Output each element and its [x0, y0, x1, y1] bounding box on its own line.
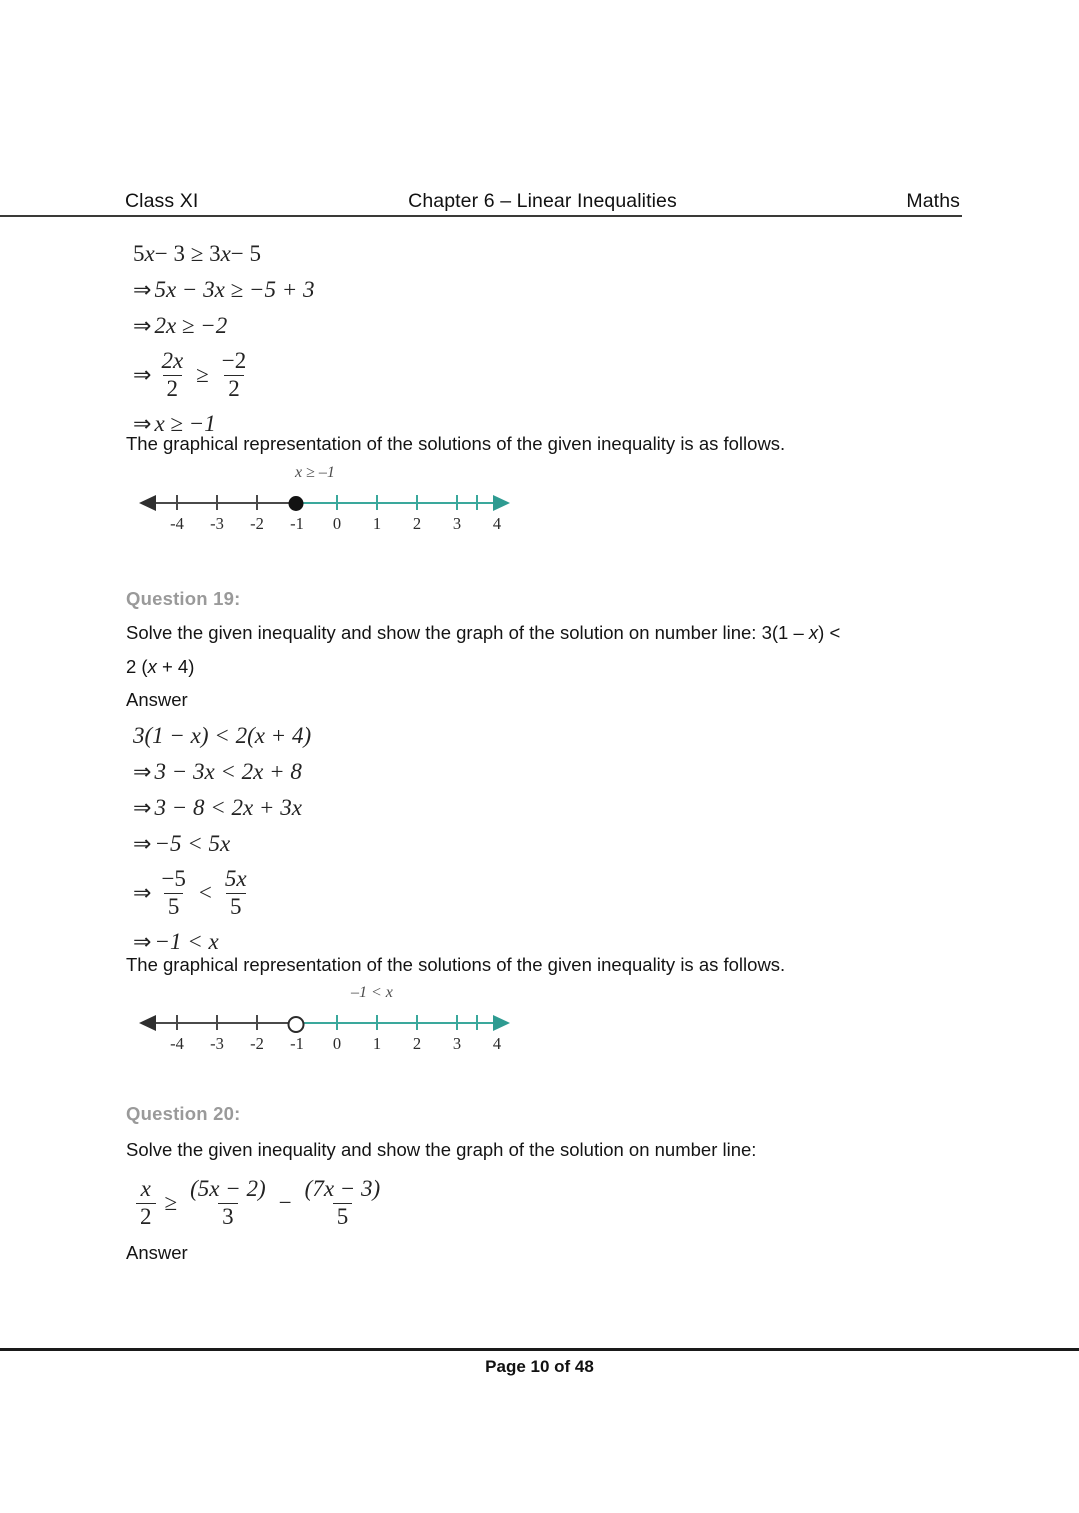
implies-icon: ⇒: [133, 411, 152, 436]
math-line-fraction: ⇒ $\frac{2x}{2}$ ≥ $\frac{-2}{2}$: [133, 344, 315, 406]
number-line-caption: x ≥ –1: [295, 464, 335, 481]
tick: [376, 495, 378, 510]
math-line: ⇒ 3 − 8 < 2x + 3x: [133, 795, 302, 820]
math-line-fraction: $\frac{x}{2}$ ≥ $\frac{(5x - 2)}{3}$ − $\frac{(7x - 3)}{5}$: [133, 1172, 387, 1234]
tick-label: -2: [250, 514, 264, 533]
implies-icon: ⇒: [133, 277, 152, 302]
page-header: [125, 190, 960, 213]
question-19-answer-label: Answer: [126, 689, 188, 710]
implies-icon: ⇒: [133, 313, 152, 338]
arrow-left-icon: [139, 495, 156, 511]
tick: [256, 1015, 258, 1030]
fraction: $\frac{2x}{2}$: [161, 348, 184, 401]
math-line: ⇒ 3 − 3x < 2x + 8: [133, 759, 302, 784]
implies-icon: ⇒: [133, 831, 152, 856]
tick: [216, 495, 218, 510]
number-line-18: [133, 462, 525, 540]
math-line: ⇒ 2x ≥ −2: [133, 313, 228, 338]
tick-label: -1: [290, 1034, 304, 1053]
tick-label: -3: [210, 514, 224, 533]
arrow-right-icon: [493, 1015, 510, 1031]
implies-icon: ⇒: [133, 795, 152, 820]
tick-label: -4: [170, 1034, 184, 1053]
tick: [336, 495, 338, 510]
math-line: ⇒ −1 < x: [133, 929, 219, 954]
question-19-prompt-line2: 2 (x + 4): [126, 656, 195, 677]
question-19-prompt-line1: Solve the given inequality and show the graph of the solution on number line: 3(1 – x) <: [126, 622, 841, 643]
implies-icon: ⇒: [133, 929, 152, 954]
axis-unshaded: [153, 1022, 298, 1024]
tick-label: 1: [372, 1034, 382, 1053]
axis-shaded: [296, 1022, 501, 1024]
math-line: ⇒ −5 < 5x: [133, 831, 231, 856]
math-block-18: [133, 236, 315, 442]
arrow-right-icon: [493, 495, 510, 511]
tick: [256, 495, 258, 510]
tick: [336, 1015, 338, 1030]
fraction: $\frac{(7x - 3)}{5}$: [304, 1176, 381, 1229]
tick-label: -4: [170, 514, 184, 533]
tick-label: 2: [412, 514, 422, 533]
question-20-label: Question 20:: [126, 1103, 241, 1124]
tick: [456, 1015, 458, 1030]
question-20-prompt: Solve the given inequality and show the graph of the solution on number line:: [126, 1139, 757, 1160]
math-block-20: [133, 1172, 387, 1234]
number-line-19: [133, 982, 525, 1060]
tick: [416, 1015, 418, 1030]
tick-label: 1: [372, 514, 382, 533]
header-class: Class XI: [125, 190, 199, 212]
tick: [456, 495, 458, 510]
question-19-label: Question 19:: [126, 588, 241, 609]
implies-icon: ⇒: [133, 759, 152, 784]
fraction: $\frac{-5}{5}$: [161, 866, 186, 919]
tick-label: -2: [250, 1034, 264, 1053]
implies-icon: ⇒: [133, 362, 152, 387]
header-chapter: Chapter 6 – Linear Inequalities: [408, 190, 677, 212]
fraction: $\frac{(5x - 2)}{3}$: [190, 1176, 266, 1229]
number-line-caption: –1 < x: [351, 984, 393, 1001]
fraction: $\frac{-2}{2}$: [221, 348, 247, 401]
math-line: 3(1 − x) < 2(x + 4): [133, 723, 312, 748]
page-number: Page 10 of 48: [485, 1357, 594, 1376]
arrow-left-icon: [139, 1015, 156, 1031]
tick-label: 3: [452, 514, 462, 533]
header-subject: Maths: [906, 190, 960, 212]
math-line: ⇒ x ≥ −1: [133, 411, 216, 436]
tick: [216, 1015, 218, 1030]
tick: [376, 1015, 378, 1030]
tick-label: 4: [492, 514, 502, 533]
math-line: ⇒ 5x − 3x ≥ −5 + 3: [133, 277, 315, 302]
math-block-19: [133, 718, 311, 960]
math-line: 5 x − 3 ≥ 3 x − 5: [133, 241, 262, 266]
axis-shaded: [296, 502, 501, 504]
solution-point-open: [288, 1016, 305, 1033]
question-20-answer-label: Answer: [126, 1242, 188, 1263]
tick: [176, 1015, 178, 1030]
tick: [476, 495, 478, 510]
tick-label: 2: [412, 1034, 422, 1053]
fraction: $\frac{5x}{5}$: [224, 866, 247, 919]
tick-label: 0: [332, 514, 342, 533]
tick: [176, 495, 178, 510]
graph-note-19: The graphical representation of the solutions of the given inequality is as follows.: [126, 954, 786, 975]
implies-icon: ⇒: [133, 880, 152, 905]
solution-point-closed: [289, 496, 304, 511]
tick-label: -1: [290, 514, 304, 533]
header-divider: [0, 215, 962, 217]
fraction: $\frac{x}{2}$: [136, 1177, 156, 1228]
footer-divider: [0, 1348, 1079, 1351]
tick: [416, 495, 418, 510]
tick-label: -3: [210, 1034, 224, 1053]
math-line-fraction: ⇒ $\frac{-5}{5}$ < $\frac{5x}{5}$: [133, 862, 311, 924]
tick-label: 3: [452, 1034, 462, 1053]
axis-unshaded: [153, 502, 298, 504]
tick-label: 0: [332, 1034, 342, 1053]
tick: [476, 1015, 478, 1030]
graph-note-18: The graphical representation of the solutions of the given inequality is as follows.: [126, 433, 786, 454]
tick-label: 4: [492, 1034, 502, 1053]
